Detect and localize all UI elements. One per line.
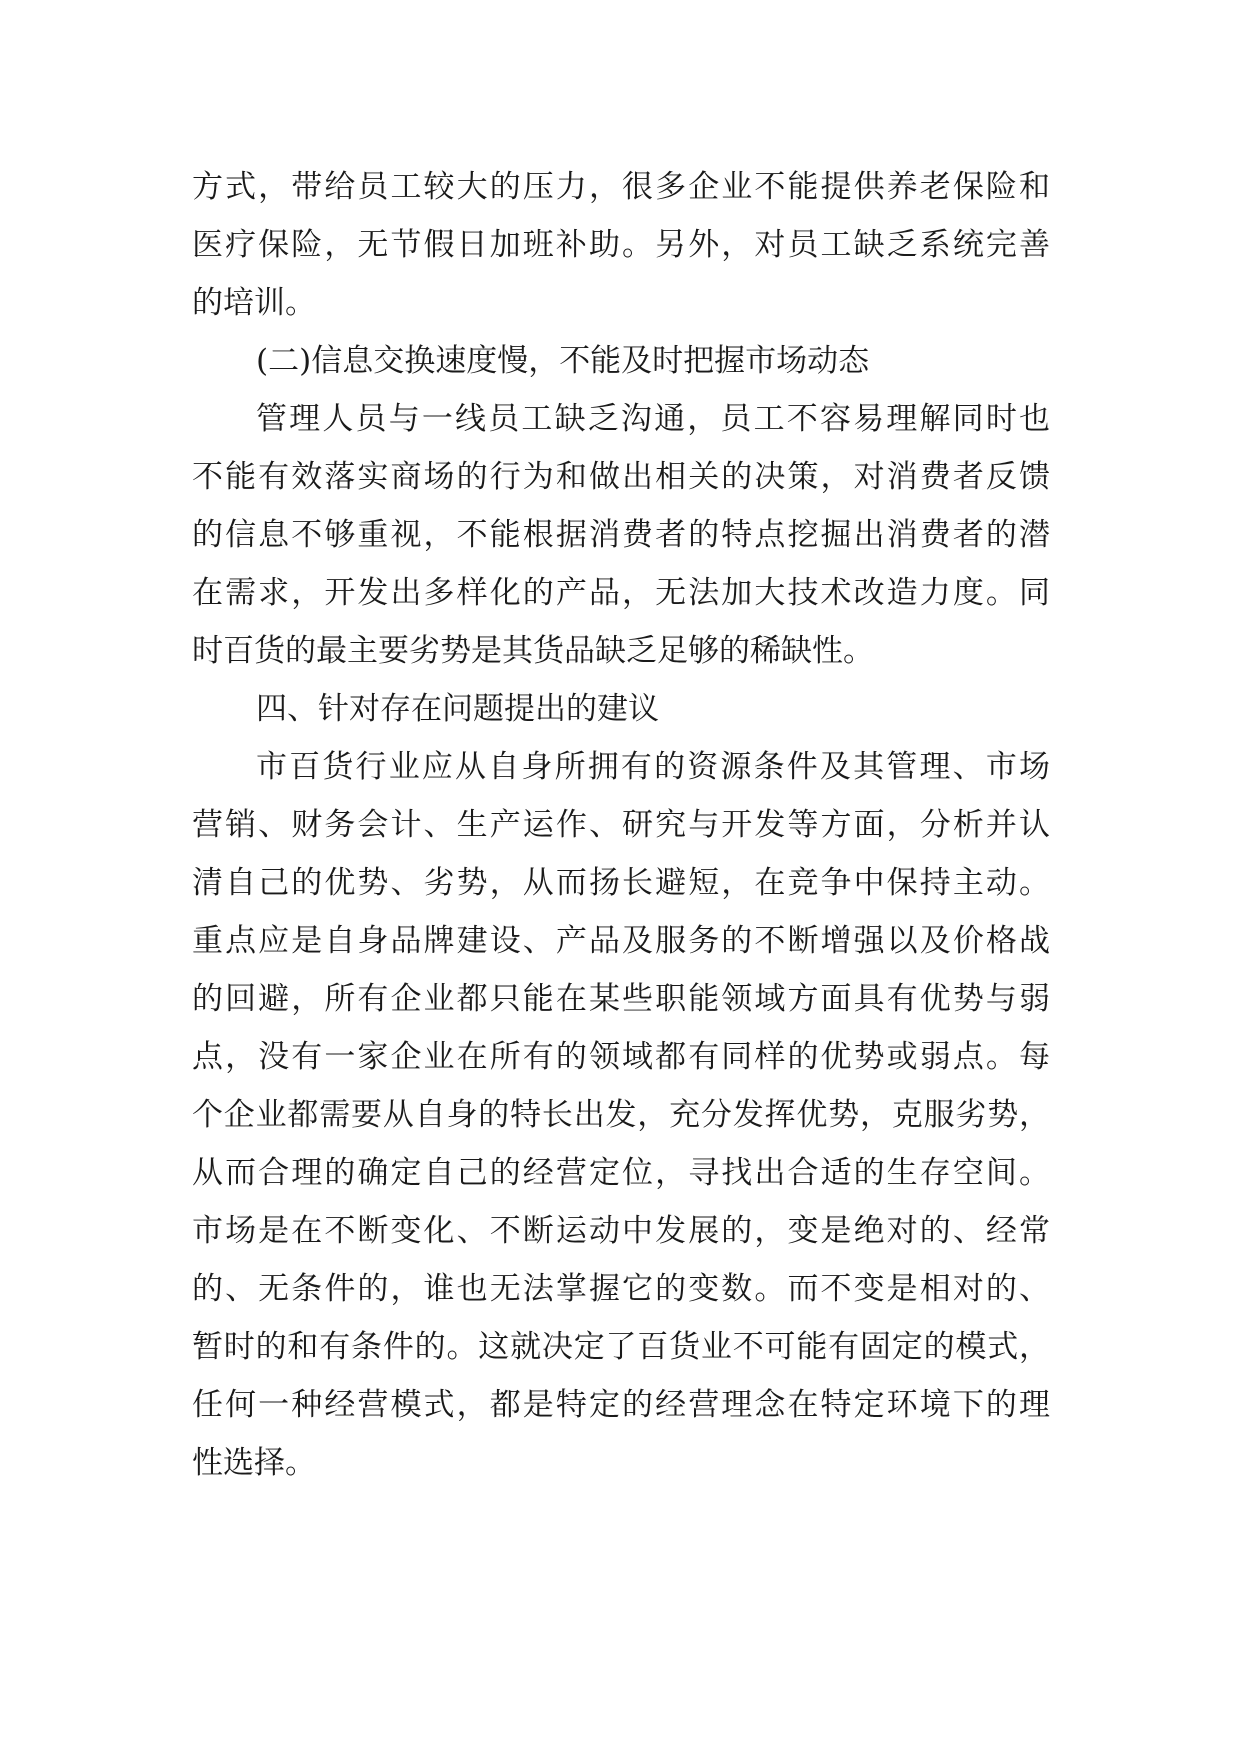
text-line: 在需求，开发出多样化的产品，无法加大技术改造力度。同 — [192, 575, 1050, 611]
text-line: 市百货行业应从自身所拥有的资源条件及其管理、市场 — [256, 749, 1050, 785]
section-heading: (二)信息交换速度慢，不能及时把握市场动态 — [256, 343, 870, 379]
text-line: 的回避，所有企业都只能在某些职能领域方面具有优势与弱 — [192, 981, 1050, 1017]
text-line: 时百货的最主要劣势是其货品缺乏足够的稀缺性。 — [192, 633, 874, 669]
text-line: 性选择。 — [192, 1445, 316, 1481]
text-line: 的、无条件的，谁也无法掌握它的变数。而不变是相对的、 — [192, 1271, 1050, 1307]
section-heading: 四、针对存在问题提出的建议 — [256, 691, 659, 727]
text-line: 清自己的优势、劣势，从而扬长避短，在竞争中保持主动。 — [192, 865, 1050, 901]
text-line: 从而合理的确定自己的经营定位，寻找出合适的生存空间。 — [192, 1155, 1050, 1191]
text-line: 管理人员与一线员工缺乏沟通，员工不容易理解同时也 — [256, 401, 1050, 437]
text-line: 的培训。 — [192, 285, 316, 321]
text-body — [192, 158, 1050, 1492]
text-line: 不能有效落实商场的行为和做出相关的决策，对消费者反馈 — [192, 459, 1050, 495]
text-line: 医疗保险，无节假日加班补助。另外，对员工缺乏系统完善 — [192, 227, 1050, 263]
text-line: 市场是在不断变化、不断运动中发展的，变是绝对的、经常 — [192, 1213, 1050, 1249]
text-line: 重点应是自身品牌建设、产品及服务的不断增强以及价格战 — [192, 923, 1050, 959]
text-line: 方式，带给员工较大的压力，很多企业不能提供养老保险和 — [192, 169, 1050, 205]
text-line: 暂时的和有条件的。这就决定了百货业不可能有固定的模式， — [192, 1329, 1050, 1365]
text-line: 点，没有一家企业在所有的领域都有同样的优势或弱点。每 — [192, 1039, 1050, 1075]
text-line: 任何一种经营模式，都是特定的经营理念在特定环境下的理 — [192, 1387, 1050, 1423]
text-line: 营销、财务会计、生产运作、研究与开发等方面，分析并认 — [192, 807, 1050, 843]
text-line: 的信息不够重视，不能根据消费者的特点挖掘出消费者的潜 — [192, 517, 1050, 553]
text-line: 个企业都需要从自身的特长出发，充分发挥优势，克服劣势， — [192, 1097, 1050, 1133]
